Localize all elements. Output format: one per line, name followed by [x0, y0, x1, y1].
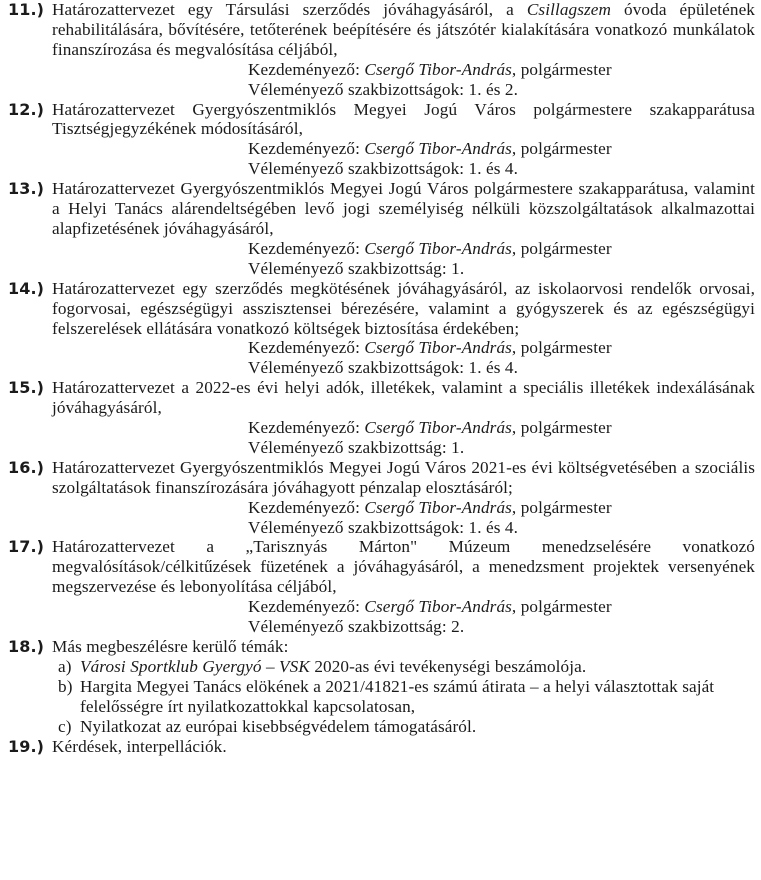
initiator-name: Csergő Tibor-András — [364, 418, 512, 438]
item-number: 13.) — [8, 179, 45, 199]
initiator-label: Kezdeményező: — [248, 238, 365, 258]
initiator-name: Csergő Tibor-András — [364, 597, 512, 617]
committees-line: Véleményező szakbizottságok: 1. és 4. — [248, 159, 519, 179]
agenda-item-14 — [0, 279, 761, 379]
agenda-item-19 — [0, 737, 761, 757]
item-text: Határozattervezet a „Tarisznyás Márton" Múzeum menedzselésére vonatkozó megvalósítások/célkitűzések füzetének a jóváhagyásáról, a menedzsment projektek versenyének megszervezése és lebonyolítása céljából, — [52, 537, 755, 597]
agenda-item-13 — [0, 179, 761, 279]
initiator-line — [52, 60, 755, 80]
committees-line: Véleményező szakbizottságok: 1. és 4. — [248, 358, 519, 378]
item-number: 14.) — [8, 278, 45, 298]
item-text — [52, 0, 755, 60]
item-text: Határozattervezet a 2022-es évi helyi adók, illetékek, valamint a speciális illetékek indexálásának jóváhagyásáról, — [52, 378, 755, 418]
committees-line: Véleményező szakbizottságok: 1. és 2. — [248, 79, 519, 99]
item-number: 18.) — [8, 637, 45, 656]
sub-item-c — [52, 717, 755, 737]
initiator-line — [52, 418, 755, 438]
sub-item-text: Nyilatkozat az európai kisebbségvédelem támogatásáról. — [80, 716, 477, 736]
sub-item-label: c) — [58, 716, 72, 736]
sub-item-label: a) — [58, 656, 72, 676]
initiator-name: Csergő Tibor-András — [364, 497, 512, 517]
agenda-item-16 — [0, 458, 761, 538]
initiator-label: Kezdeményező: — [248, 497, 365, 517]
agenda-item-11 — [0, 0, 761, 100]
sub-item-text: Hargita Megyei Tanács elökének a 2021/41821-es számú átirata – a helyi választottak saját felelősségre írt nyilatkozattokkal kapcsolatosan, — [80, 676, 715, 716]
item-text-part: Határozattervezet egy Társulási szerződés jóváhagyásáról, a — [52, 0, 527, 19]
initiator-label: Kezdeményező: — [248, 338, 365, 358]
initiator-role: , polgármester — [511, 59, 612, 79]
item-text: Határozattervezet Gyergyószentmiklós Megyei Jogú Város 2021-es évi költségvetésében a szociális szolgáltatások finanszírozására jóváhagyott pénzalap elosztásáról; — [52, 457, 755, 497]
sub-item-list — [52, 657, 755, 737]
item-text: Határozattervezet egy szerződés megkötésének jóváhagyásáról, az iskolaorvosi rendelők orvosai, fogorvosai, egészségügyi asszisztensei bérezésére, valamint a gyógyszerek és az egészségügyi felszerelések ellátására vonatkozó költségek biztosítása érdekében; — [52, 278, 755, 338]
item-number: 19.) — [8, 736, 45, 756]
initiator-role: , polgármester — [511, 139, 612, 159]
committees-line: Véleményező szakbizottság: 1. — [248, 437, 465, 457]
initiator-line — [52, 239, 755, 259]
initiator-label: Kezdeményező: — [248, 418, 365, 438]
item-number: 12.) — [8, 99, 45, 119]
item-text: Határozattervezet Gyergyószentmiklós Megyei Jogú Város polgármestere szakapparátusa Tisztségjegyzékének módosításáról, — [52, 99, 755, 139]
agenda-item-15 — [0, 378, 761, 458]
initiator-name: Csergő Tibor-András — [364, 338, 512, 358]
initiator-line — [52, 597, 755, 617]
initiator-name: Csergő Tibor-András — [364, 59, 512, 79]
agenda-item-18 — [0, 637, 761, 737]
item-text: Határozattervezet Gyergyószentmiklós Megyei Jogú Város polgármestere szakapparátusa, valamint a Helyi Tanács alárendeltségében levő jogi személyiség nélküli közszolgáltatások alkalmazottai alapfizetésének jóváhagyásáról, — [52, 179, 755, 238]
item-number: 15.) — [8, 378, 45, 398]
item-number: 16.) — [8, 457, 45, 477]
sub-item-italic: Városi Sportklub Gyergyó – VSK — [80, 656, 310, 676]
agenda-item-12 — [0, 100, 761, 180]
initiator-line — [52, 338, 755, 358]
initiator-line — [52, 139, 755, 159]
initiator-label: Kezdeményező: — [248, 597, 365, 617]
sub-item-b — [52, 677, 755, 717]
sub-item-a — [52, 657, 755, 677]
initiator-name: Csergő Tibor-András — [364, 139, 512, 159]
item-text: Kérdések, interpellációk. — [52, 736, 227, 756]
item-number: 17.) — [8, 537, 45, 557]
item-number: 11.) — [8, 0, 45, 19]
initiator-role: , polgármester — [511, 338, 612, 358]
initiator-role: , polgármester — [511, 238, 612, 258]
committees-line: Véleményező szakbizottság: 2. — [248, 617, 465, 637]
initiator-role: , polgármester — [511, 597, 612, 617]
initiator-role: , polgármester — [511, 418, 612, 438]
committees-line: Véleményező szakbizottságok: 1. és 4. — [248, 517, 519, 537]
committees-line: Véleményező szakbizottság: 1. — [248, 258, 465, 278]
initiator-line — [52, 498, 755, 518]
sub-item-text: 2020-as évi tevékenységi beszámolója. — [309, 656, 587, 676]
agenda-item-17 — [0, 537, 761, 637]
initiator-label: Kezdeményező: — [248, 139, 365, 159]
item-text: Más megbeszélésre kerülő témák: — [52, 637, 289, 656]
initiator-name: Csergő Tibor-András — [364, 238, 512, 258]
initiator-label: Kezdeményező: — [248, 59, 365, 79]
item-text-italic: Csillagszem — [526, 0, 612, 19]
initiator-role: , polgármester — [511, 497, 612, 517]
sub-item-label: b) — [58, 676, 73, 696]
item-text-part: óvoda épületének rehabilitálására, bővítésére, tetőterének beépítésére és játszótér kialakítására vonatkozó munkálatok finanszírozása és megvalósítása céljából, — [52, 0, 755, 59]
